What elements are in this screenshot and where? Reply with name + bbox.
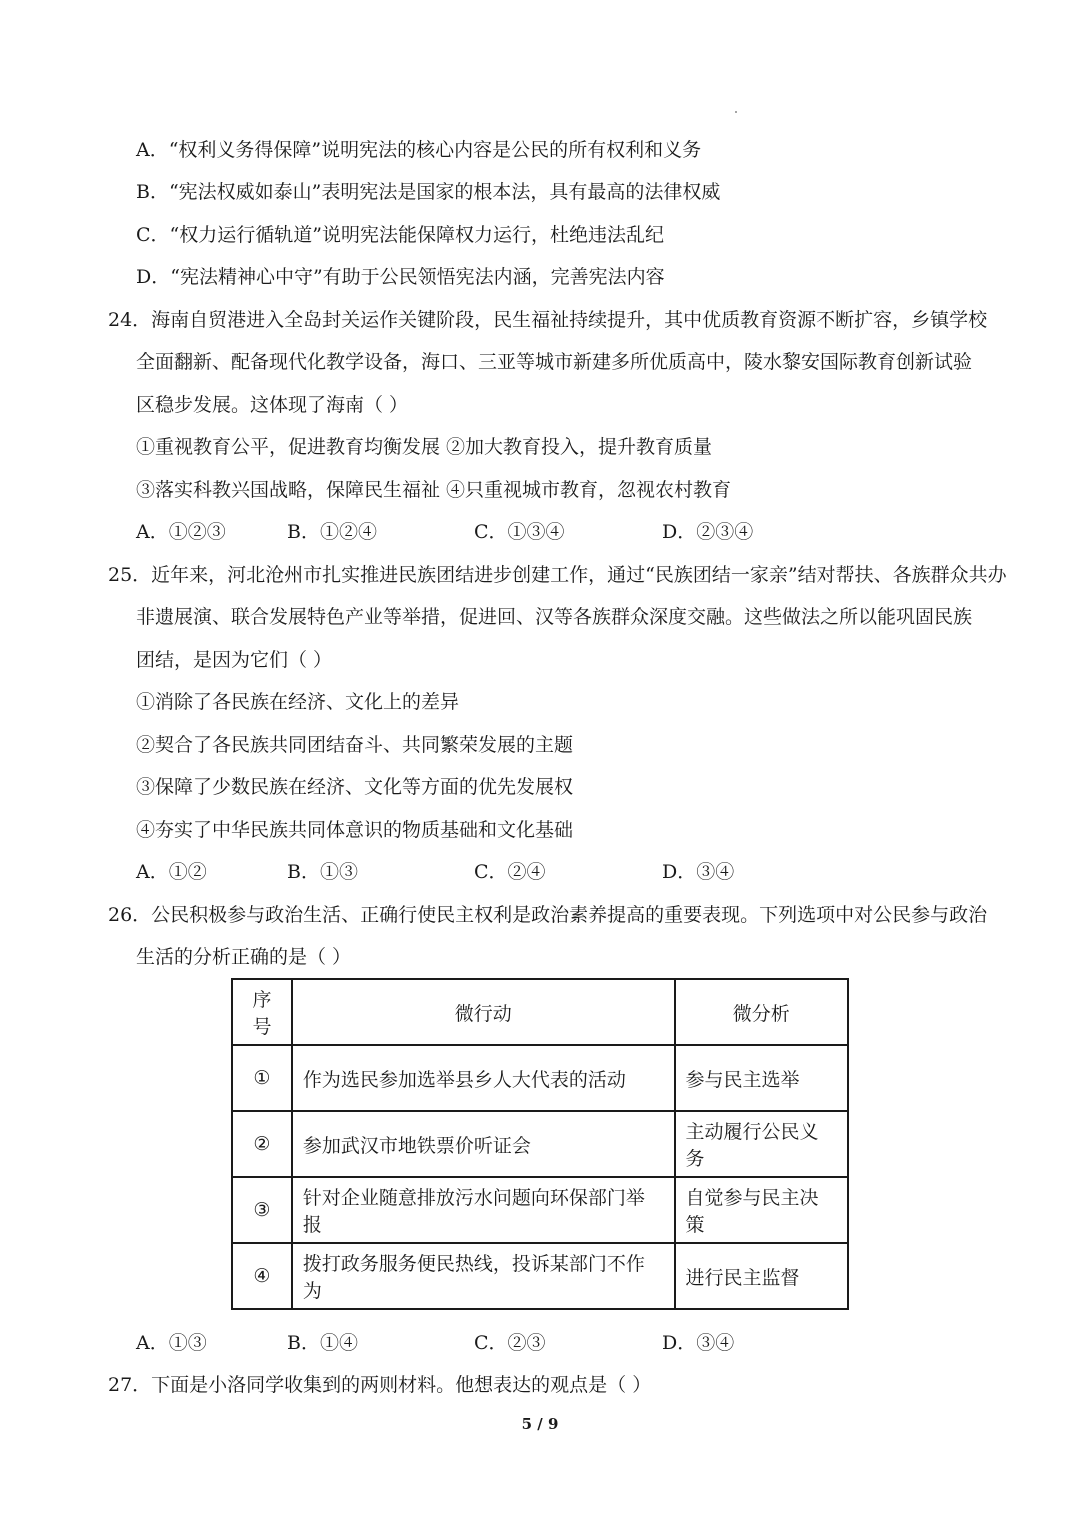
q25-stem-line3: 团结，是因为它们（ ）: [136, 649, 333, 671]
q24-stem-line2: 全面翻新、配备现代化教学设备，海口、三亚等城市新建多所优质高中，陵水黎安国际教育创新试验: [136, 351, 973, 373]
row-analysis: 主动履行公民义务: [675, 1111, 848, 1177]
q25-stem-line1: 25．近年来，河北沧州市扎实推进民族团结进步创建工作，通过“民族团结一家亲”结对帮扶、各族群众共办: [108, 564, 1007, 586]
row-index: ②: [232, 1111, 292, 1177]
scan-speck: [735, 111, 737, 113]
row-index: ①: [232, 1045, 292, 1111]
table-row: [232, 1243, 848, 1309]
q25-option-a: A．①②: [136, 861, 207, 883]
q26-stem-line1: 26．公民积极参与政治生活、正确行使民主权利是政治素养提高的重要表现。下列选项中对公民参与政治: [108, 904, 988, 926]
q25-item-4: ④夯实了中华民族共同体意识的物质基础和文化基础: [136, 819, 574, 841]
q24-option-b: B．①②④: [287, 521, 377, 543]
header-action: 微行动: [292, 979, 675, 1045]
q24-stem-line3: 区稳步发展。这体现了海南（ ）: [136, 394, 409, 416]
q23-option-a: A．“权利义务得保障”说明宪法的核心内容是公民的所有权利和义务: [136, 139, 702, 161]
q24-items-1-2: ①重视教育公平，促进教育均衡发展 ②加大教育投入，提升教育质量: [136, 436, 713, 458]
q24-stem-line1: 24．海南自贸港进入全岛封关运作关键阶段，民生福祉持续提升，其中优质教育资源不断扩容，乡镇学校: [108, 309, 988, 331]
q27-stem-line1: 27．下面是小洛同学收集到的两则材料。他想表达的观点是（ ）: [108, 1374, 652, 1396]
q24-items-3-4: ③落实科教兴国战略，保障民生福祉 ④只重视城市教育，忽视农村教育: [136, 479, 732, 501]
q25-option-d: D．③④: [662, 861, 735, 883]
q26-option-c: C．②③: [474, 1332, 546, 1354]
q26-stem-line2: 生活的分析正确的是（ ）: [136, 946, 352, 968]
row-analysis: 自觉参与民主决策: [675, 1177, 848, 1243]
row-action: 参加武汉市地铁票价听证会: [292, 1111, 675, 1177]
q25-stem-line2: 非遗展演、联合发展特色产业等举措，促进回、汉等各族群众深度交融。这些做法之所以能巩固民族: [136, 606, 973, 628]
row-analysis: 参与民主选举: [675, 1045, 848, 1111]
q26-option-b: B．①④: [287, 1332, 358, 1354]
row-index: ④: [232, 1243, 292, 1309]
row-index: ③: [232, 1177, 292, 1243]
page-number: 5 / 9: [521, 1415, 559, 1433]
q26-table: [231, 978, 849, 1310]
q23-option-c: C．“权力运行循轨道”说明宪法能保障权力运行，杜绝违法乱纪: [136, 224, 664, 246]
q26-option-a: A．①③: [136, 1332, 207, 1354]
row-action: 拨打政务服务便民热线，投诉某部门不作为: [292, 1243, 675, 1309]
row-analysis: 进行民主监督: [675, 1243, 848, 1309]
q24-option-a: A．①②③: [136, 521, 226, 543]
q25-item-2: ②契合了各民族共同团结奋斗、共同繁荣发展的主题: [136, 734, 574, 756]
table-header-row: [232, 979, 848, 1045]
q23-option-d: D．“宪法精神心中守”有助于公民领悟宪法内涵，完善宪法内容: [136, 266, 665, 288]
table-row: [232, 1177, 848, 1243]
q26-option-d: D．③④: [662, 1332, 735, 1354]
q25-option-b: B．①③: [287, 861, 358, 883]
header-analysis: 微分析: [675, 979, 848, 1045]
q25-item-1: ①消除了各民族在经济、文化上的差异: [136, 691, 460, 713]
q25-option-c: C．②④: [474, 861, 546, 883]
q25-item-3: ③保障了少数民族在经济、文化等方面的优先发展权: [136, 776, 574, 798]
row-action: 针对企业随意排放污水问题向环保部门举报: [292, 1177, 675, 1243]
row-action: 作为选民参加选举县乡人大代表的活动: [292, 1045, 675, 1111]
table-row: [232, 1045, 848, 1111]
table-row: [232, 1111, 848, 1177]
q23-option-b: B．“宪法权威如泰山”表明宪法是国家的根本法，具有最高的法律权威: [136, 181, 721, 203]
q24-option-d: D．②③④: [662, 521, 754, 543]
header-index: 序号: [232, 979, 292, 1045]
q24-option-c: C．①③④: [474, 521, 565, 543]
